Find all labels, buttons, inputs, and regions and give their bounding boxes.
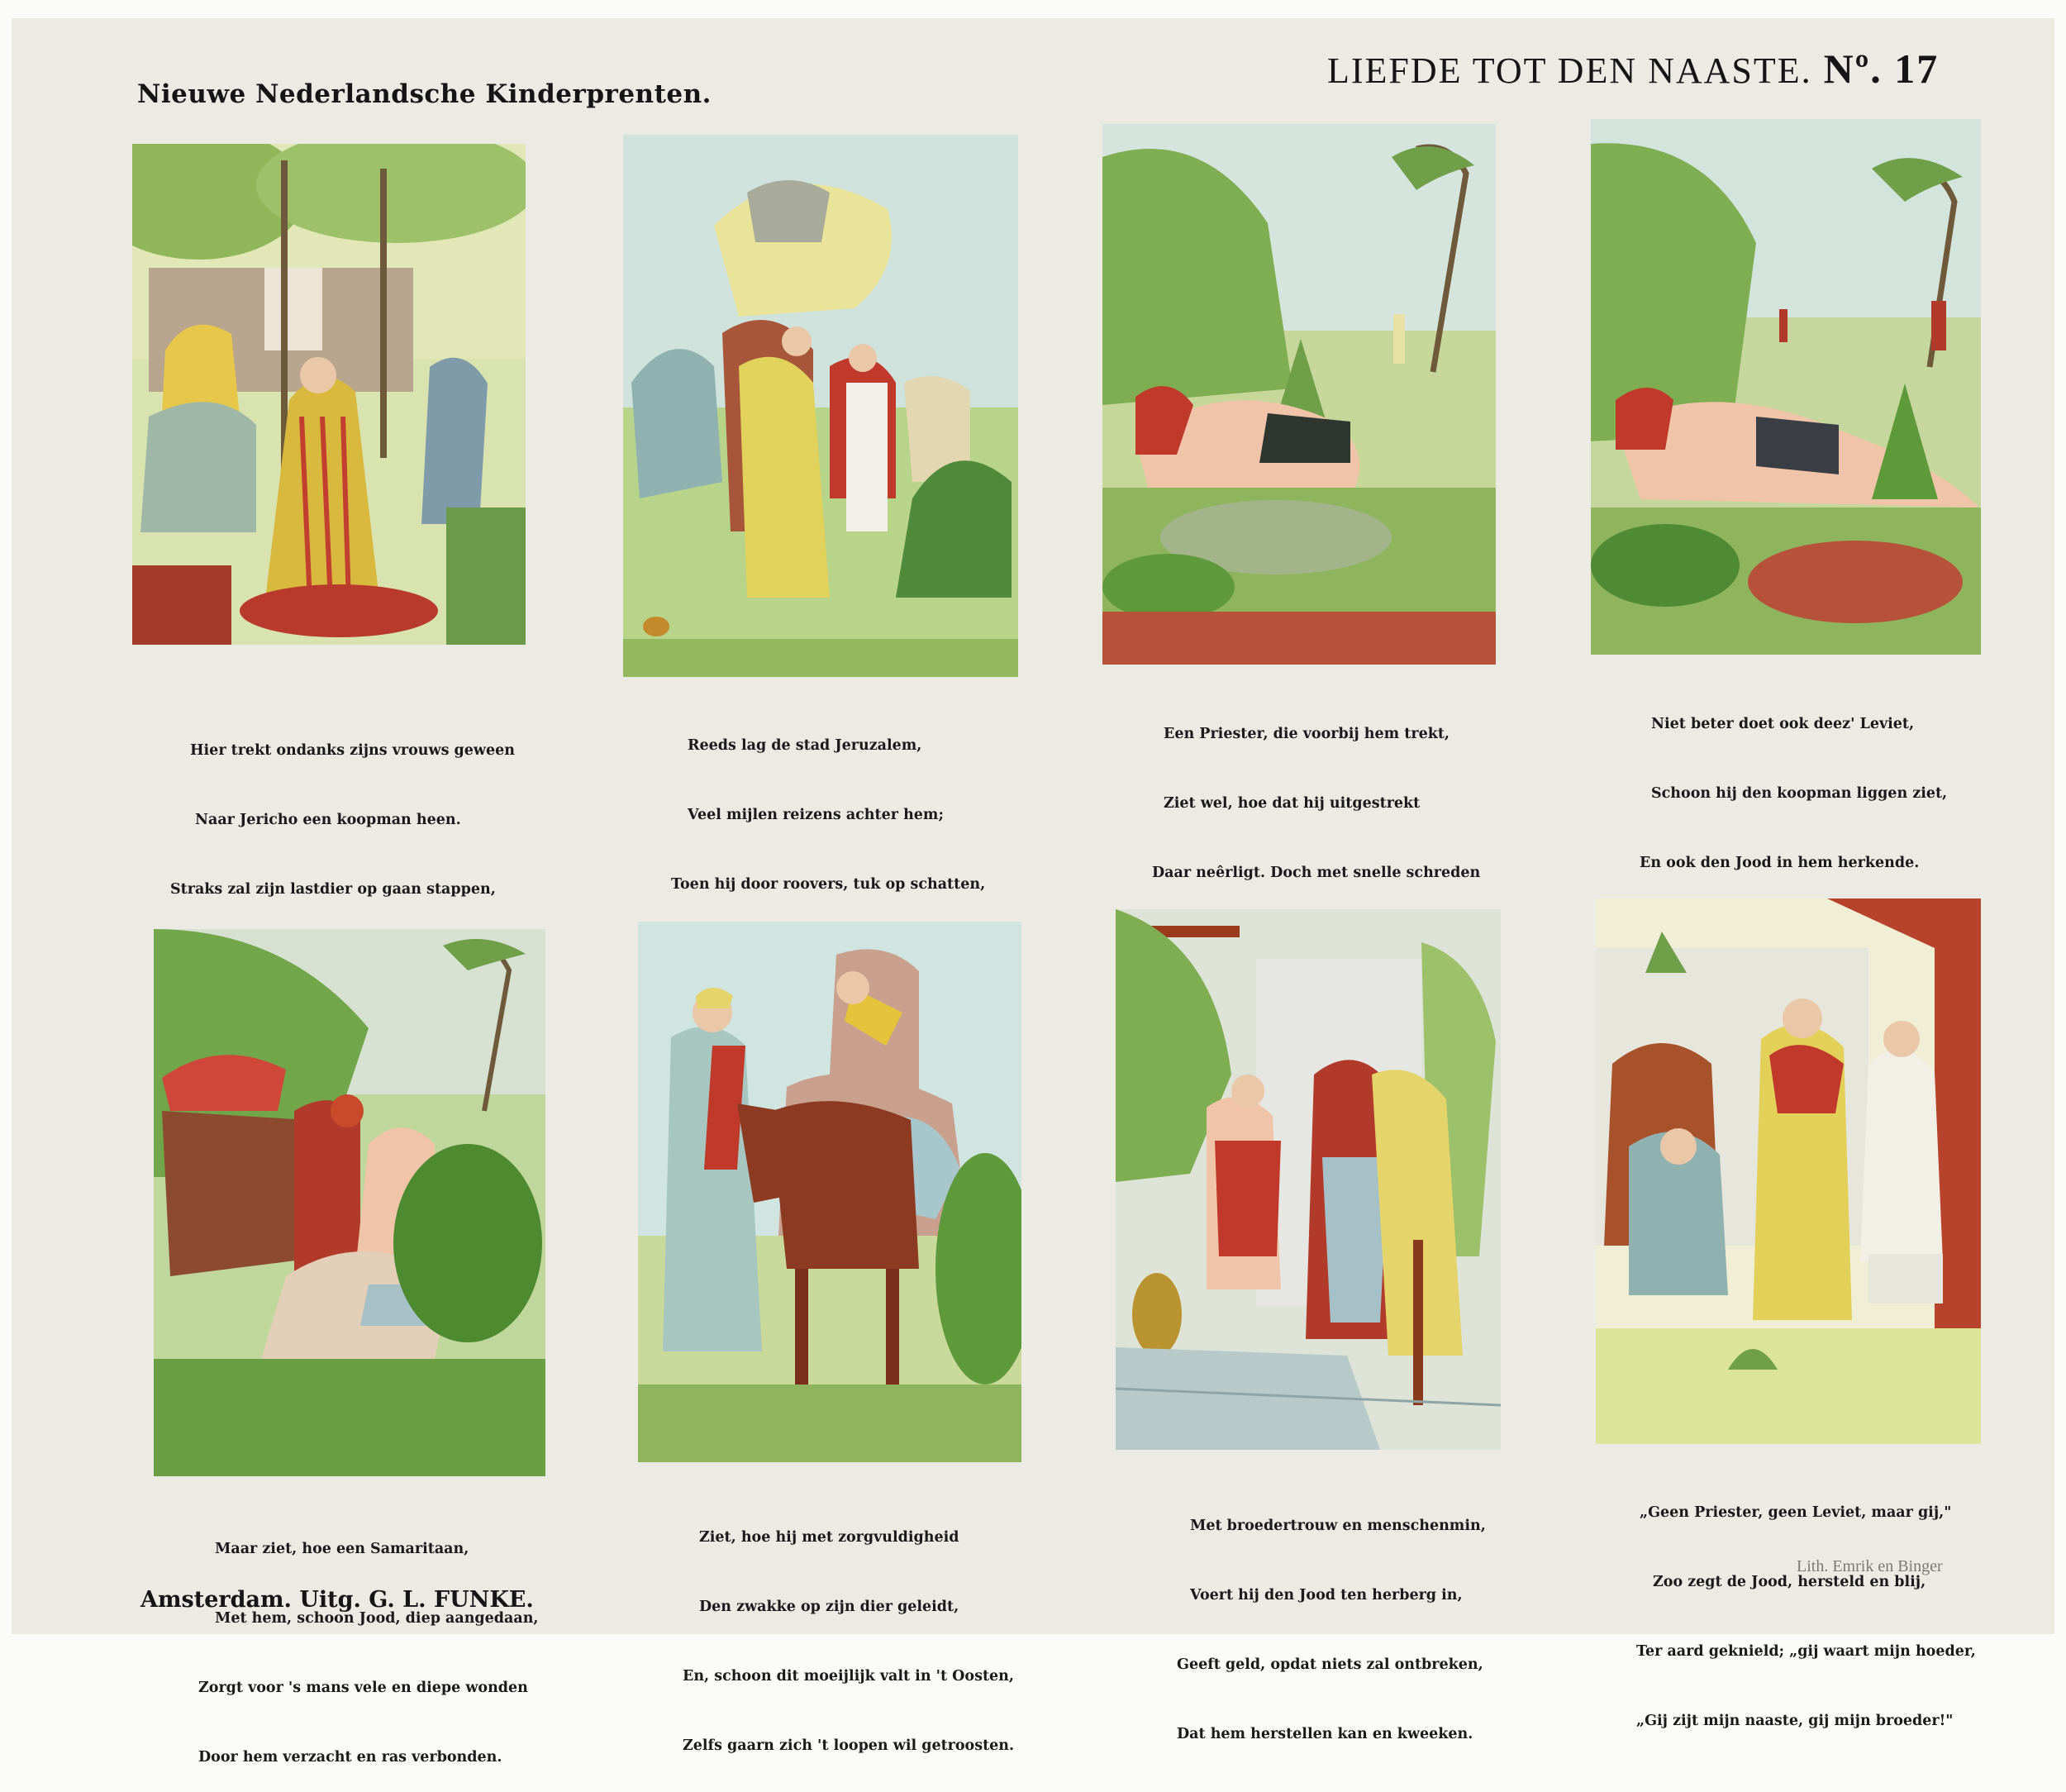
caption-line: Een Priester, die voorbij hem trekt, [1164,726,1450,742]
illustration-4 [1591,119,1981,655]
illustration-8 [1596,898,1981,1444]
caption-line: Naar Jericho een koopman heen. [195,812,461,828]
illustration-7 [1116,909,1501,1450]
caption-line: Toen hij door roovers, tuk op schatten, [671,876,986,893]
lithographer-credit: Lith. Emrik en Binger [1797,1557,1943,1575]
caption-line: „Gij zijt mijn naaste, gij mijn broeder!" [1636,1713,1954,1729]
sheet-number: Nº. 17 [1823,45,1940,92]
caption-line: Met broedertrouw en menschenmin, [1190,1518,1486,1534]
caption-line: Maar ziet, hoe een Samaritaan, [215,1541,469,1557]
caption-6 [683,1480,1014,1780]
caption-line: Door hem verzacht en ras verbonden. [198,1749,502,1766]
caption-line: Schoon hij den koopman liggen ziet, [1651,785,1948,802]
caption-line: Ter aard geknield; „gij waart mijn hoeder, [1636,1643,1976,1660]
caption-line: „Geen Priester, geen Leviet, maar gij," [1640,1504,1952,1521]
illustration-3 [1102,124,1496,665]
caption-7 [1177,1468,1486,1769]
caption-line: Zoo zegt de Jood, hersteld en blij, [1653,1574,1926,1590]
caption-line: Veel mijlen reizens achter hem; [688,807,944,823]
illustration-6 [638,922,1021,1462]
caption-line: En ook den Jood in hem herkende. [1640,855,1920,871]
caption-line: Dat hem herstellen kan en kweeken. [1177,1726,1473,1742]
illustration-2 [623,135,1018,677]
caption-line: Den zwakke op zijn dier geleidt, [699,1599,959,1615]
caption-line: Hier trekt ondanks zijns vrouws geween [190,742,515,759]
caption-line: Reeds lag de stad Jeruzalem, [688,737,922,754]
publisher-line: Amsterdam. Uitg. G. L. FUNKE. [140,1587,534,1613]
series-title: Nieuwe Nederlandsche Kinderprenten. [137,79,712,109]
caption-line: Daar neêrligt. Doch met snelle schreden [1152,865,1481,881]
caption-line: Straks zal zijn lastdier op gaan stappen, [170,881,496,898]
caption-line: Voert hij den Jood ten herberg in, [1190,1587,1463,1604]
caption-line: Zorgt voor 's mans vele en diepe wonden [198,1680,528,1696]
illustration-1 [132,144,526,645]
caption-line: Niet beter doet ook deez' Leviet, [1651,716,1915,732]
caption-line: Ziet, hoe hij met zorgvuldigheid [699,1529,959,1546]
caption-line: Zelfs gaarn zich 't loopen wil getroosten. [683,1737,1015,1754]
sheet-title: LIEFDE TOT DEN NAASTE. [1327,50,1812,91]
caption-5 [198,1491,539,1792]
caption-line: Geeft geld, opdat niets zal ontbreken, [1177,1656,1483,1673]
illustration-5 [154,929,545,1476]
sheet-heading [1327,45,1939,93]
caption-line: En, schoon dit moeijlijk valt in 't Oosten, [683,1668,1014,1685]
caption-line: Ziet wel, hoe dat hij uitgestrekt [1164,795,1421,812]
caption-line: Met hem, schoon Jood, diep aangedaan, [215,1610,539,1627]
caption-8 [1636,1455,1976,1756]
